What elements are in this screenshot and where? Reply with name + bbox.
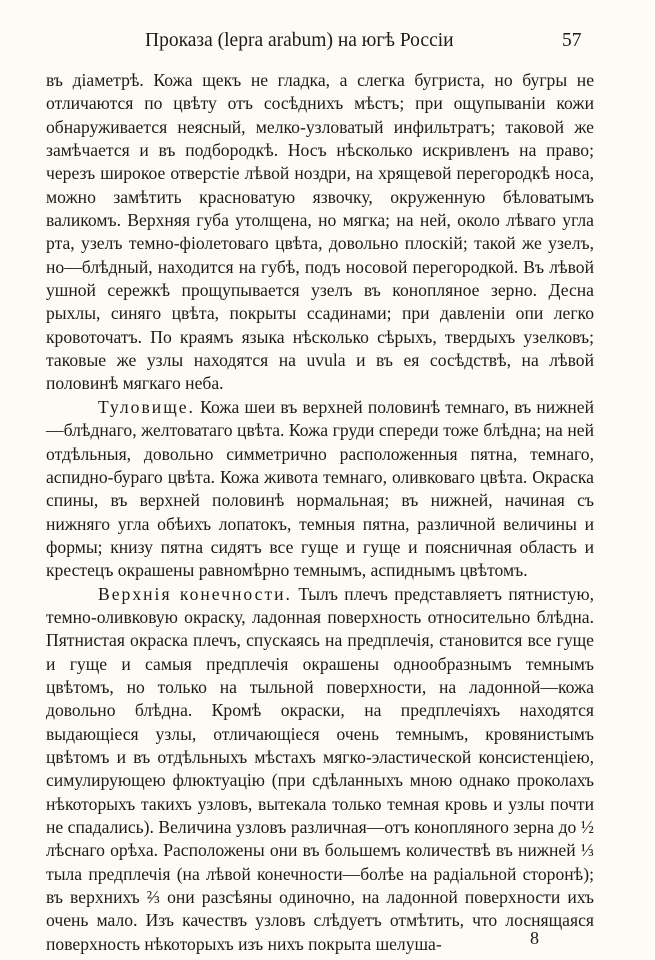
section-heading-trunk: Туловище.: [98, 396, 195, 417]
section-heading-upper-limbs: Верхнія конечности.: [98, 583, 292, 604]
paragraph-text: Тылъ плечъ представляетъ пятнистую, темно-оливковую окраску, ладонная поверхность относительно блѣдна. Пятнистая окраска плечъ, спускаясь на предплечія, становится все гуще и гуще и самыя предплечія окрашены однообразнымъ темнымъ цвѣтомъ, но только на тыльной поверхности, на ладонной—кожа довольно блѣдна. Кромѣ окраски, на предплечіяхъ находятся выдающіеся узлы, отличающіеся очень темнымъ, кровянистымъ цвѣтомъ и въ отдѣльныхъ мѣстахъ мягко-эластической консистенціею, симулирующею флюктуацію (при сдѣланныхъ мною однако проколахъ нѣкоторыхъ такихъ узловъ, вытекала только темная кровь и узлы почти не спадались). Величина узловъ различная—отъ конопляного зерна до ½ лѣснаго орѣха. Расположены они въ большемъ количествѣ въ нижней ⅓ тыла предплечія (на лѣвой конечности—болѣе на радіальной сторонѣ); въ верхнихъ ⅔ они разсѣяны одиночно, на ладонной поверхности ихъ очень мало. Изъ качествъ узловъ слѣдуетъ отмѣтить, что лоснящаяся поверхность нѣкоторыхъ изъ нихъ покрыта шелуша-: [46, 583, 595, 954]
body-text: [46, 69, 594, 956]
paragraph-text: Кожа шеи въ верхней половинѣ темнаго, въ нижней—блѣднаго, желтоватаго цвѣта. Кожа груди спереди тоже блѣдна; на ней отдѣльныя, довольно симметрично расположенныя пятна, темнаго, аспидно-бураго цвѣта. Кожа живота темнаго, оливковаго цвѣта. Окраска спины, въ верхней половинѣ нормальная; въ нижней, начиная съ нижняго угла обѣихъ лопатокъ, темныя пятна, различной величины и формы; книзу пятна сидятъ все гуще и гуще и поясничная область и крестецъ окрашены равномѣрно темнымъ, аспиднымъ цвѣтомъ.: [46, 396, 594, 581]
paragraph-text: въ діаметрѣ. Кожа щекъ не гладка, а слегка бугриста, но бугры не отличаются по цвѣту отъ сосѣднихъ мѣстъ; при ощупываніи кожи обнаруживается неясный, мелко-узловатый инфильтратъ; таковой же замѣчается и въ подбородкѣ. Носъ нѣсколько искривленъ на право; черезъ широкое отверстіе лѣвой ноздри, на хрящевой перегородкѣ носа, можно замѣтить красноватую язвочку, окруженную бѣловатымъ валикомъ. Верхняя губа утолщена, но мягка; на ней, около лѣваго угла рта, узелъ темно-фіолетоваго цвѣта, довольно плоскій; такой же узелъ, но—блѣдный, находится на губѣ, подъ носовой перегородкой. Въ лѣвой ушной сережкѣ прощупывается узелъ въ конопляное зерно. Десна рыхлы, синяго цвѣта, покрыты ссадинами; при давленіи опи легко кровоточатъ. По краямъ языка нѣсколько сѣрыхъ, твердыхъ узелковъ; таковые же узлы находятся на uvula и въ ея сосѣдствѣ, на лѣвой половинѣ мягкаго неба.: [46, 70, 594, 394]
signature-mark: 8: [530, 928, 539, 948]
page-number: 57: [562, 30, 582, 51]
paragraph-upper-limbs: [46, 583, 594, 957]
paragraph-face: [46, 69, 594, 396]
running-header: [0, 30, 655, 60]
paragraph-trunk: [46, 396, 594, 583]
running-title: Проказа (lepra arabum) на югѣ Россіи: [145, 30, 454, 51]
